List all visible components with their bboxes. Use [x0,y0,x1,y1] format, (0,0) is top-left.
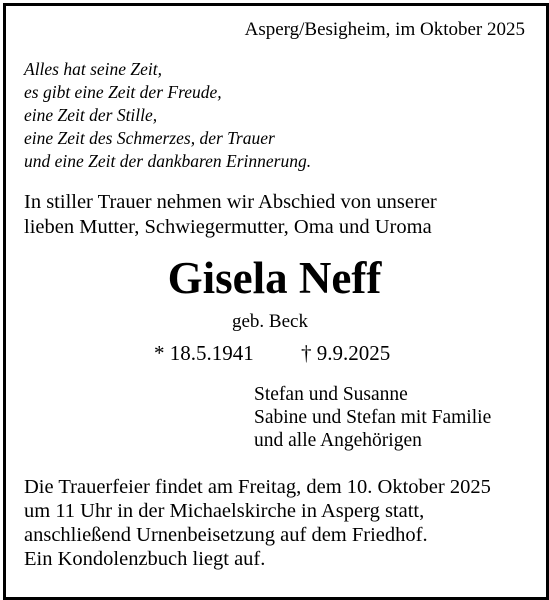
intro-line: In stiller Trauer nehmen wir Abschied von unserer [24,191,437,213]
place-date: Asperg/Besigheim, im Oktober 2025 [244,19,525,40]
deceased-name: Gisela Neff [167,253,382,303]
intro-text [24,190,437,240]
mourner-line: Stefan und Susanne [254,384,408,405]
mourner-line: Sabine und Stefan mit Familie [254,407,492,428]
service-line: Die Trauerfeier findet am Freitag, dem 10. Oktober 2025 [24,476,491,498]
poem-line: eine Zeit der Stille, [24,105,158,125]
poem-line: Alles hat seine Zeit, [24,59,163,79]
service-info [24,475,491,571]
death-date: † 9.9.2025 [301,341,391,365]
birth-date: * 18.5.1941 [154,341,254,365]
mourner-line: und alle Angehörigen [254,430,422,451]
mourners-list [254,383,491,452]
poem-line: und eine Zeit der dankbaren Erinnerung. [24,151,312,171]
intro-line: lieben Mutter, Schwiegermutter, Oma und Uroma [24,216,432,238]
poem-line: eine Zeit des Schmerzes, der Trauer [24,128,275,148]
maiden-name: geb. Beck [232,311,308,332]
poem [24,58,311,173]
poem-line: es gibt eine Zeit der Freude, [24,82,222,102]
service-line: anschließend Urnenbeisetzung auf dem Friedhof. [24,524,428,546]
service-line: um 11 Uhr in der Michaelskirche in Asperg statt, [24,500,425,522]
service-line: Ein Kondolenzbuch liegt auf. [24,548,266,570]
